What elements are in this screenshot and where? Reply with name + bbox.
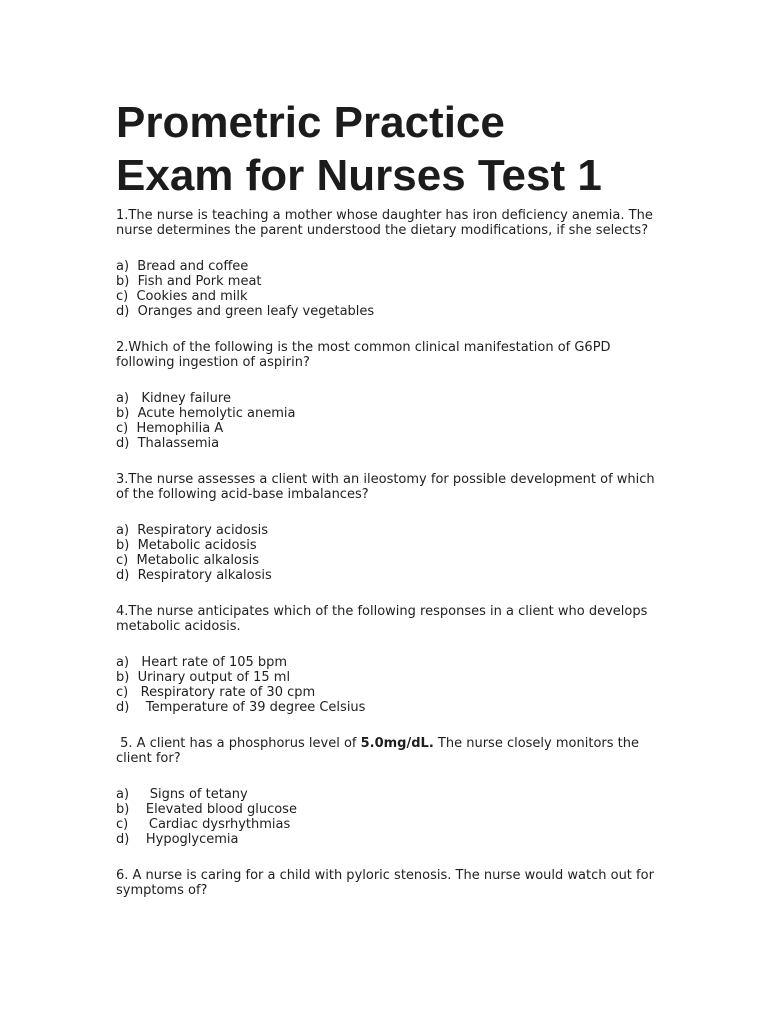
- question-2: [116, 340, 656, 451]
- question-5: [116, 736, 656, 847]
- title-line-1: Prometric Practice: [116, 98, 505, 147]
- option-a: a) Signs of tetany: [116, 787, 248, 802]
- option-c: c) Metabolic alkalosis: [116, 553, 260, 568]
- option-d: d) Hypoglycemia: [116, 832, 239, 847]
- document-page: [116, 96, 659, 898]
- option-b: b) Metabolic acidosis: [116, 538, 257, 553]
- question-text-end: The nurse closely monitors the client for?: [116, 736, 644, 766]
- option-d: d) Respiratory alkalosis: [116, 568, 272, 583]
- option-d: d) Temperature of 39 degree Celsius: [116, 700, 366, 715]
- answer-options: [116, 259, 656, 319]
- question-text: [116, 736, 656, 766]
- question-3: [116, 472, 659, 583]
- answer-options: [116, 787, 656, 847]
- option-d: d) Thalassemia: [116, 436, 220, 451]
- option-c: c) Respiratory rate of 30 cpm: [116, 685, 316, 700]
- option-b: b) Fish and Pork meat: [116, 274, 262, 289]
- option-b: b) Elevated blood glucose: [116, 802, 297, 817]
- option-c: c) Hemophilia A: [116, 421, 224, 436]
- option-c: c) Cardiac dysrhythmias: [116, 817, 291, 832]
- option-a: a) Kidney failure: [116, 391, 231, 406]
- answer-options: [116, 523, 656, 583]
- question-text: 4.The nurse anticipates which of the following responses in a client who develops metabolic acidosis.: [116, 604, 652, 634]
- question-6: [116, 868, 659, 898]
- question-text: 1.The nurse is teaching a mother whose daughter has iron deficiency anemia. The nurse determines the parent understood the dietary modifications, if she selects?: [116, 208, 657, 238]
- question-text: 2.Which of the following is the most common clinical manifestation of G6PD following ingestion of aspirin?: [116, 340, 615, 370]
- question-text: 6. A nurse is caring for a child with pyloric stenosis. The nurse would watch out for symptoms of?: [116, 868, 659, 898]
- title-line-2: Exam for Nurses Test 1: [116, 151, 602, 200]
- question-1: [116, 208, 656, 319]
- option-d: d) Oranges and green leafy vegetables: [116, 304, 375, 319]
- question-4: [116, 604, 656, 715]
- answer-options: [116, 391, 656, 451]
- phosphorus-value: 5.0mg/dL.: [360, 736, 434, 751]
- page-title: [116, 96, 656, 202]
- option-b: b) Urinary output of 15 ml: [116, 670, 291, 685]
- answer-options: [116, 655, 656, 715]
- question-text-start: 5. A client has a phosphorus level of: [116, 736, 361, 751]
- option-a: a) Bread and coffee: [116, 259, 249, 274]
- option-a: a) Respiratory acidosis: [116, 523, 269, 538]
- question-text: 3.The nurse assesses a client with an ileostomy for possible development of which of the following acid-base imbalances?: [116, 472, 659, 502]
- option-c: c) Cookies and milk: [116, 289, 248, 304]
- option-b: b) Acute hemolytic anemia: [116, 406, 296, 421]
- option-a: a) Heart rate of 105 bpm: [116, 655, 288, 670]
